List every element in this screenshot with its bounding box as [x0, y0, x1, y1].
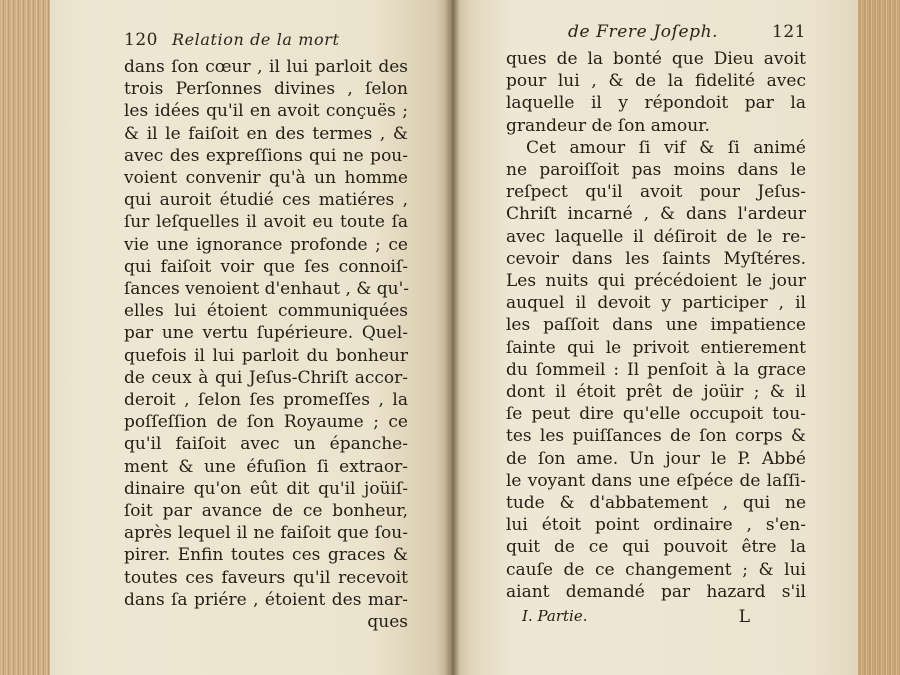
text-line: pour lui , & de la fidelité avec: [506, 71, 806, 92]
right-page: [452, 0, 858, 675]
text-line: reſpect qu'il avoit pour Jeſus-: [506, 182, 806, 203]
text-line: tude & d'abbatement , qui ne: [506, 493, 806, 514]
text-line: Chriſt incarné , & dans l'ardeur: [506, 204, 806, 225]
text-line: ne paroiſſoit pas moins dans le: [506, 160, 806, 181]
text-line: ques de la bonté que Dieu avoit: [506, 49, 806, 69]
text-line: dans ſon cœur , il lui parloit des: [124, 57, 408, 77]
text-line: de ſon ame. Un jour le P. Abbé: [506, 448, 806, 469]
text-line: avec laquelle il déſiroit de le re-: [506, 226, 806, 247]
text-line: ſur leſquelles il avoit eu toute ſa: [124, 212, 408, 233]
text-line: les idées qu'il en avoit conçuës ;: [124, 101, 408, 122]
text-line: qui auroit étudié ces matiéres ,: [124, 190, 408, 211]
text-line: ſances venoient d'enhaut , & qu'-: [124, 279, 410, 300]
text-line: qui faiſoit voir que ſes connoiſ-: [124, 256, 408, 277]
text-line: & il le faiſoit en des termes , &: [124, 123, 408, 144]
signature-row: [506, 607, 806, 627]
text-line: deroit , ſelon ſes promeſſes , la: [124, 390, 408, 411]
text-line: toutes ces faveurs qu'il recevoit: [124, 567, 408, 588]
text-line: poſſeſſion de ſon Royaume ; ce: [124, 412, 408, 433]
signature-letter: L: [738, 607, 750, 628]
left-page-text: [124, 56, 408, 611]
text-line: ſoit par avance de ce bonheur,: [124, 501, 408, 522]
text-line: les paſſoit dans une impatience: [506, 315, 806, 336]
left-running-title: Relation de la mort: [171, 30, 340, 49]
text-line: par une vertu ſupérieure. Quel-: [124, 323, 408, 344]
text-line: Cet amour ſi vif & ſi animé: [526, 137, 806, 158]
text-line: quefois il lui parloit du bonheur: [124, 345, 408, 366]
text-line: dinaire qu'on eût dit qu'il joüiſ-: [124, 478, 408, 499]
right-running-title: de Frere Joſeph.: [568, 22, 719, 42]
right-running-head: [506, 22, 806, 48]
text-line: trois Perſonnes divines , ſelon: [124, 79, 408, 100]
text-line: dont il étoit prêt de joüir ; & il: [506, 382, 806, 403]
text-line: cauſe de ce changement ; & lui: [506, 559, 806, 580]
text-line: tes les puiſſances de ſon corps &: [506, 426, 806, 447]
left-page-number: 120: [124, 30, 158, 50]
text-line: pirer. Enfin toutes ces graces &: [124, 545, 408, 566]
text-line: aiant demandé par hazard s'il: [506, 581, 806, 602]
text-line: dans ſa priére , étoient des mar-: [124, 589, 408, 610]
signature-mark: I. Partie.: [522, 607, 588, 626]
text-line: Les nuits qui précédoient le jour: [506, 271, 806, 292]
text-line: auquel il devoit y participer , il: [506, 293, 806, 314]
text-line: du ſommeil : Il penſoit à la grace: [506, 359, 806, 380]
text-line: qu'il faiſoit avec un épanche-: [124, 434, 408, 455]
text-line: avec des expreſſions qui ne pou-: [124, 145, 408, 166]
text-line: ment & une éfuſion ſi extraor-: [124, 456, 408, 477]
text-line: lui étoit point ordinaire , s'en-: [506, 515, 806, 536]
text-line: grandeur de ſon amour.: [506, 115, 710, 136]
text-line: cevoir dans les ſaints Myſtéres.: [506, 248, 806, 269]
left-catchword: ques: [367, 612, 408, 633]
text-line: laquelle il y répondoit par la: [506, 93, 806, 114]
right-page-edges: [858, 0, 900, 675]
left-page: [50, 0, 452, 675]
text-line: de ceux à qui Jeſus-Chriſt accor-: [124, 367, 408, 388]
text-line: ſe peut dire qu'elle occupoit tou-: [506, 404, 806, 425]
left-running-head: [124, 30, 408, 56]
text-line: quit de ce qui pouvoit être la: [506, 537, 806, 558]
text-line: vie une ignorance profonde ; ce: [124, 234, 408, 255]
text-line: ſainte qui le privoit entierement: [506, 337, 806, 358]
right-page-text: [506, 48, 806, 603]
book-gutter: [444, 0, 460, 675]
text-line: le voyant dans une eſpéce de laſſi-: [506, 470, 806, 491]
text-line: voient convenir qu'à un homme: [124, 168, 408, 189]
text-line: elles lui étoient communiquées: [124, 301, 408, 322]
text-line: après lequel il ne faiſoit que ſou-: [124, 523, 408, 544]
right-page-number: 121: [772, 22, 806, 42]
